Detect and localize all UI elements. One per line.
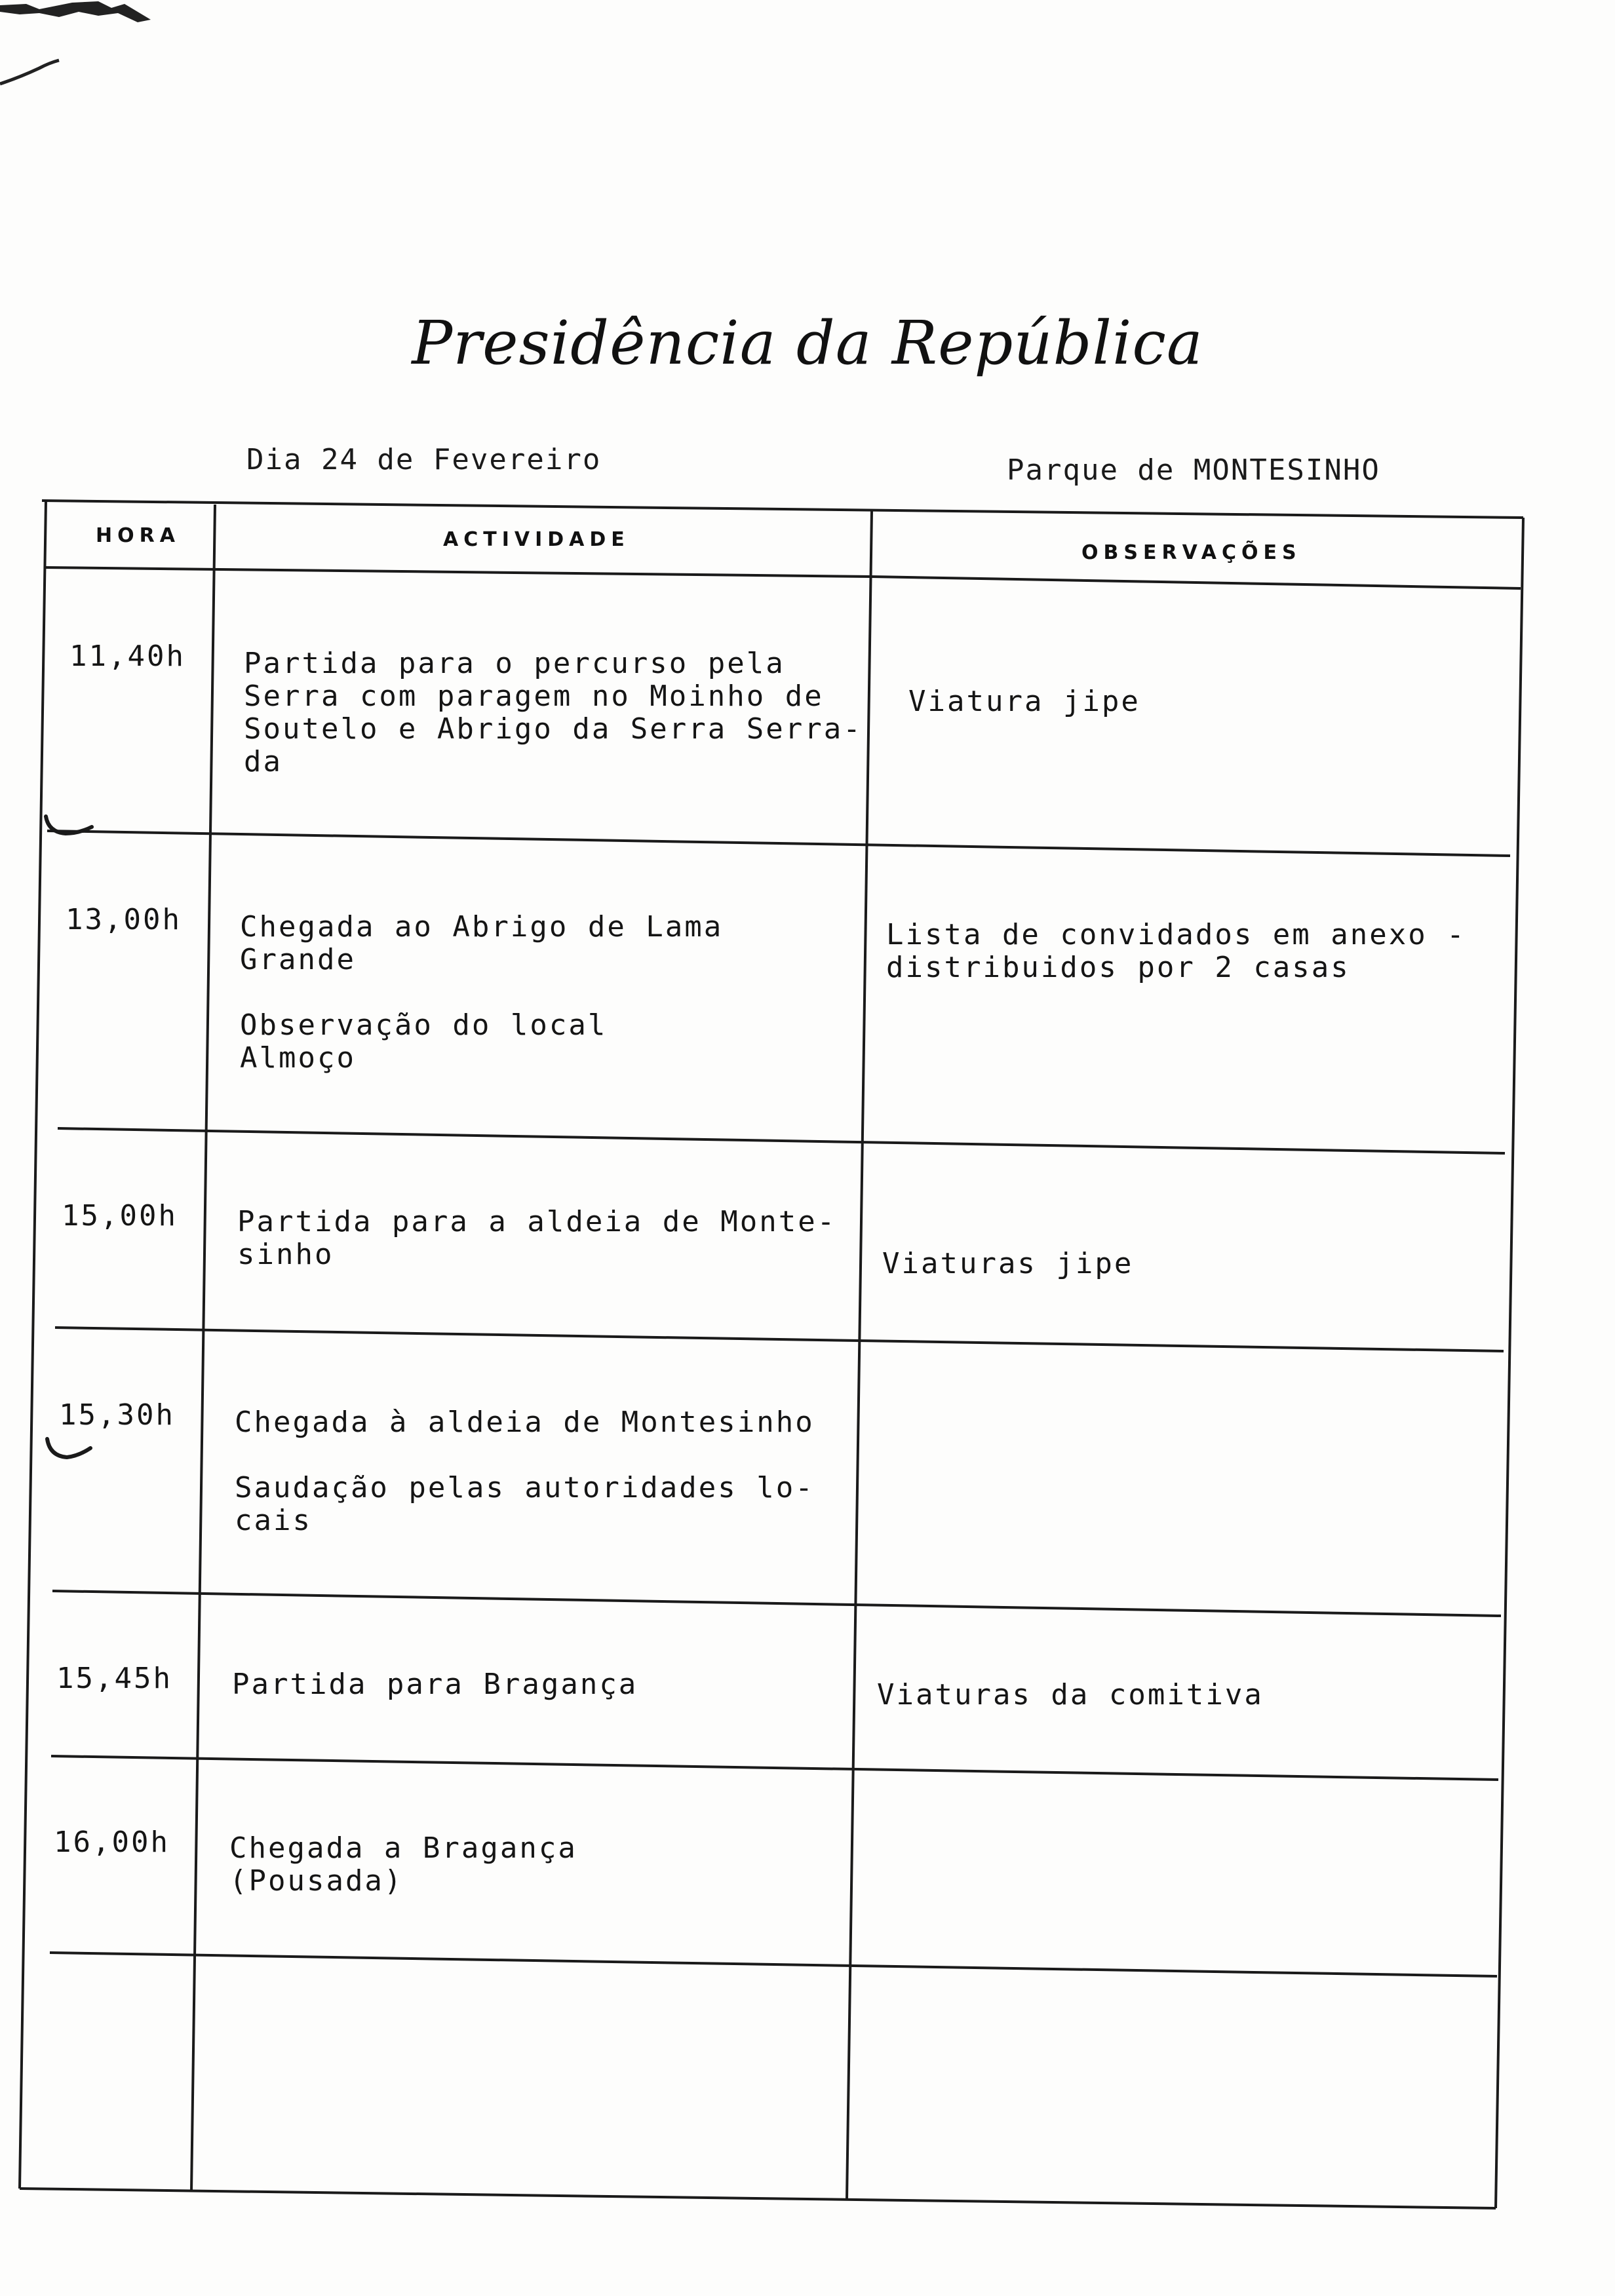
table-row-actividade: Chegada a Bragança (Pousada)	[229, 1831, 577, 1898]
handwritten-tick-mark	[39, 810, 98, 849]
table-row-hora: 15,00h	[62, 1199, 178, 1233]
table-row-observacoes: Viaturas da comitiva	[877, 1678, 1264, 1712]
column-header-observacoes: OBSERVAÇÕES	[1081, 541, 1302, 564]
date-heading: Dia 24 de Fevereiro	[246, 443, 602, 476]
table-row-actividade: Partida para o percurso pela Serra com paragem no Moinho de Soutelo e Abrigo da Serra Serra- da	[244, 647, 863, 778]
place-heading: Parque de MONTESINHO	[1007, 453, 1380, 487]
table-row-hora: 16,00h	[54, 1826, 170, 1859]
column-header-actividade: ACTIVIDADE	[443, 528, 630, 551]
table-row-actividade: Chegada à aldeia de Montesinho Saudação pelas autoridades lo- cais	[235, 1406, 815, 1537]
table-row-observacoes: Viaturas jipe	[882, 1247, 1134, 1280]
letterhead-title: Presidência da República	[412, 308, 1203, 378]
table-row-actividade: Partida para Bragança	[232, 1668, 638, 1701]
table-row-observacoes: Lista de convidados em anexo - distribuidos por 2 casas	[886, 918, 1466, 984]
table-row-hora: 15,45h	[56, 1662, 172, 1695]
table-row-actividade: Partida para a aldeia de Monte- sinho	[237, 1205, 837, 1271]
column-header-hora: HORA	[96, 524, 180, 547]
table-row-hora: 13,00h	[66, 903, 182, 936]
table-row-actividade: Chegada ao Abrigo de Lama Grande Observação do local Almoço	[240, 910, 724, 1075]
table-row-observacoes: Viatura jipe	[908, 685, 1140, 718]
handwritten-tick-mark	[41, 1432, 100, 1472]
table-row-hora: 15,30h	[59, 1398, 175, 1432]
table-row-hora: 11,40h	[69, 640, 185, 673]
